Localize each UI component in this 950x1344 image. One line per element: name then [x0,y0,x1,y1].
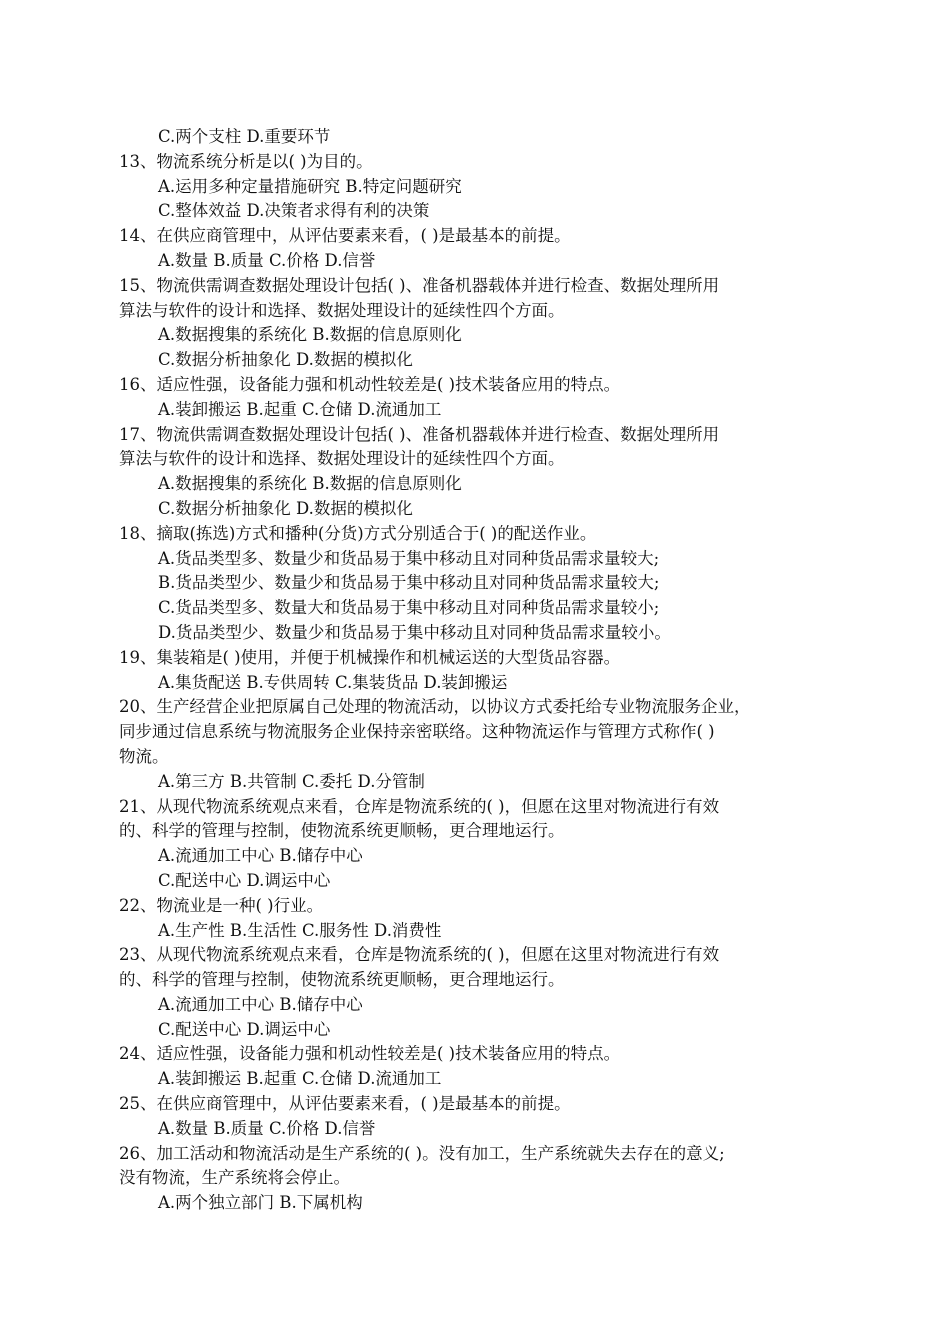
question-text-continued: 的、科学的管理与控制，使物流系统更顺畅，更合理地运行。 [119,970,565,990]
answer-options: A.装卸搬运 B.起重 C.仓储 D.流通加工 [158,399,442,419]
question-text: 14、在供应商管理中，从评估要素来看，( )是最基本的前提。 [119,226,571,246]
question-text-continued: 算法与软件的设计和选择、数据处理设计的延续性四个方面。 [119,300,565,320]
answer-options: C.配送中心 D.调运中心 [158,1019,331,1039]
question-text: 26、加工活动和物流活动是生产系统的( )。没有加工，生产系统就失去存在的意义; [119,1143,725,1163]
answer-options: A.数量 B.质量 C.价格 D.信誉 [158,1118,376,1138]
answer-options: C.两个支柱 D.重要环节 [158,127,331,146]
question-list [0,125,950,1216]
answer-options: C.货品类型多、数量大和货品易于集中移动且对同种货品需求量较小; [158,598,660,618]
question-text-continued: 的、科学的管理与控制，使物流系统更顺畅，更合理地运行。 [119,821,565,841]
answer-options: A.集货配送 B.专供周转 C.集装货品 D.装卸搬运 [158,672,508,692]
answer-options: A.生产性 B.生活性 C.服务性 D.消费性 [158,920,442,940]
answer-options: C.配送中心 D.调运中心 [158,870,331,890]
question-text: 25、在供应商管理中，从评估要素来看，( )是最基本的前提。 [119,1094,571,1114]
answer-options: C.数据分析抽象化 D.数据的模拟化 [158,498,413,518]
question-text: 18、摘取(拣选)方式和播种(分货)方式分别适合于( )的配送作业。 [119,523,597,543]
question-text: 23、从现代物流系统观点来看，仓库是物流系统的( )，但愿在这里对物流进行有效 [119,945,720,965]
question-text: 17、物流供需调查数据处理设计包括( )、准备机器载体并进行检查、数据处理所用 [119,424,720,444]
question-text-continued: 同步通过信息系统与物流服务企业保持亲密联络。这种物流运作与管理方式称作( ) [119,722,715,742]
question-text: 16、适应性强，设备能力强和机动性较差是( )技术装备应用的特点。 [119,374,621,394]
answer-options: A.流通加工中心 B.储存中心 [158,846,363,866]
answer-options: B.货品类型少、数量少和货品易于集中移动且对同种货品需求量较大; [158,573,660,593]
answer-options: A.数量 B.质量 C.价格 D.信誉 [158,250,376,270]
question-text-continued: 物流。 [119,746,169,766]
question-text: 19、集装箱是( )使用，并便于机械操作和机械运送的大型货品容器。 [119,647,621,667]
answer-options: A.运用多种定量措施研究 B.特定问题研究 [158,176,462,196]
question-text: 21、从现代物流系统观点来看，仓库是物流系统的( )，但愿在这里对物流进行有效 [119,796,720,816]
question-text: 22、物流业是一种( )行业。 [119,895,324,915]
question-text: 15、物流供需调查数据处理设计包括( )、准备机器载体并进行检查、数据处理所用 [119,275,720,295]
answer-options: A.流通加工中心 B.储存中心 [158,994,363,1014]
question-text-continued: 算法与软件的设计和选择、数据处理设计的延续性四个方面。 [119,449,565,469]
answer-options: D.货品类型少、数量少和货品易于集中移动且对同种货品需求量较小。 [158,622,671,642]
answer-options: A.装卸搬运 B.起重 C.仓储 D.流通加工 [158,1069,442,1089]
question-text: 24、适应性强，设备能力强和机动性较差是( )技术装备应用的特点。 [119,1044,621,1064]
answer-options: A.货品类型多、数量少和货品易于集中移动且对同种货品需求量较大; [158,548,660,568]
answer-options: A.数据搜集的系统化 B.数据的信息原则化 [158,474,462,494]
answer-options: A.第三方 B.共管制 C.委托 D.分管制 [158,771,425,791]
question-text-continued: 没有物流，生产系统将会停止。 [119,1168,350,1188]
answer-options: A.两个独立部门 B.下属机构 [158,1193,363,1213]
question-text: 13、物流系统分析是以( )为目的。 [119,151,373,171]
answer-options: A.数据搜集的系统化 B.数据的信息原则化 [158,325,462,345]
question-text: 20、生产经营企业把原属自己处理的物流活动，以协议方式委托给专业物流服务企业， [119,697,751,717]
answer-options: C.整体效益 D.决策者求得有利的决策 [158,201,430,221]
answer-options: C.数据分析抽象化 D.数据的模拟化 [158,350,413,370]
